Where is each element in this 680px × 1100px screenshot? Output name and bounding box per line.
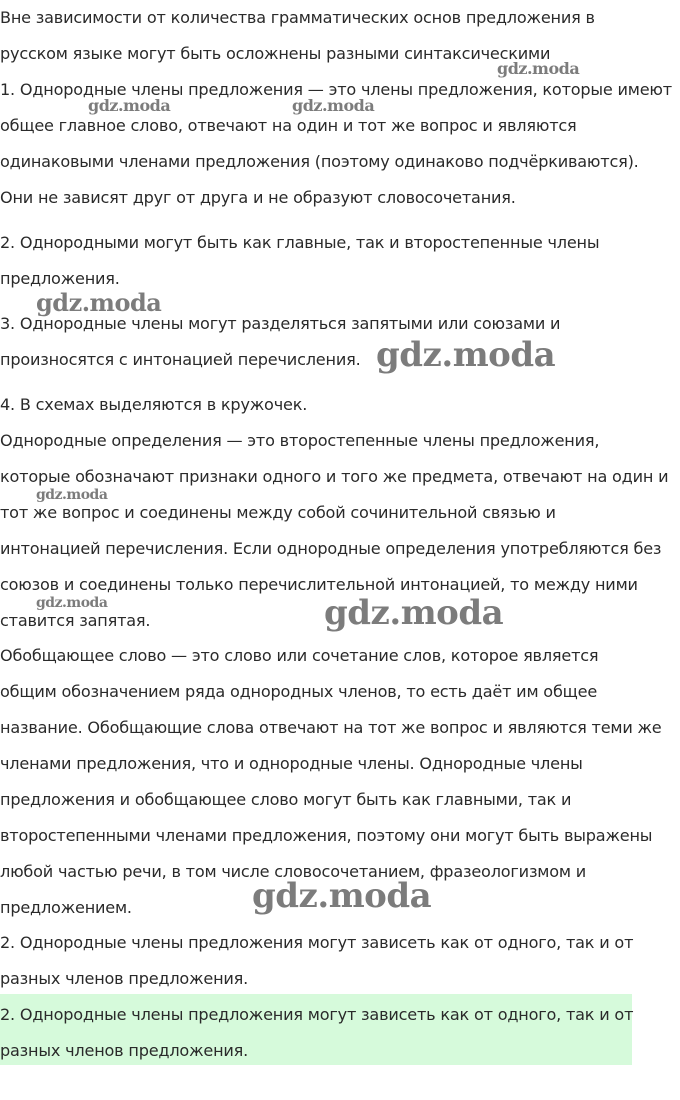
- text-line: общим обозначением ряда однородных членов, то есть даёт им общее: [0, 682, 598, 701]
- text-line: разных членов предложения.: [0, 969, 249, 988]
- text-line: членами предложения, что и однородные члены. Однородные члены: [0, 754, 583, 773]
- text-line: Обобщающее слово — это слово или сочетание слов, которое является: [0, 646, 599, 665]
- watermark: gdz.moda: [36, 487, 108, 503]
- text-line: Вне зависимости от количества грамматических основ предложения в: [0, 8, 595, 27]
- text-line: тот же вопрос и соединены между собой сочинительной связью и: [0, 503, 556, 522]
- text-line: разных членов предложения.: [0, 1041, 249, 1060]
- text-line: 2. Однородные члены предложения могут зависеть как от одного, так и от: [0, 933, 634, 952]
- watermark: gdz.moda: [376, 335, 556, 375]
- text-line: 2. Однородные члены предложения могут зависеть как от одного, так и от: [0, 1005, 634, 1024]
- text-line: предложением.: [0, 898, 132, 917]
- text-line: название. Обобщающие слова отвечают на тот же вопрос и являются теми же: [0, 718, 662, 737]
- text-line: общее главное слово, отвечают на один и тот же вопрос и являются: [0, 116, 577, 135]
- text-line: которые обозначают признаки одного и того же предмета, отвечают на один и: [0, 467, 669, 486]
- watermark: gdz.moda: [88, 96, 171, 115]
- text-line: предложения.: [0, 269, 120, 288]
- watermark: gdz.moda: [252, 876, 432, 916]
- text-line: одинаковыми членами предложения (поэтому одинаково подчёркиваются).: [0, 152, 639, 171]
- text-line: ставится запятая.: [0, 611, 151, 630]
- text-line: предложения и обобщающее слово могут быть как главными, так и: [0, 790, 572, 809]
- watermark: gdz.moda: [497, 59, 580, 78]
- text-line: Однородные определения — это второстепенные члены предложения,: [0, 431, 600, 450]
- text-line: 1. Однородные члены предложения — это члены предложения, которые имеют: [0, 80, 672, 99]
- watermark: gdz.moda: [324, 593, 504, 633]
- watermark: gdz.moda: [292, 96, 375, 115]
- text-line: русском языке могут быть осложнены разными синтаксическими: [0, 44, 551, 63]
- text-line: произносятся с интонацией перечисления.: [0, 350, 361, 369]
- text-line: 4. В схемах выделяются в кружочек.: [0, 395, 308, 414]
- text-line: Они не зависят друг от друга и не образуют словосочетания.: [0, 188, 516, 207]
- watermark: gdz.moda: [36, 288, 162, 317]
- text-line: второстепенными членами предложения, поэтому они могут быть выражены: [0, 826, 653, 845]
- text-line: интонацией перечисления. Если однородные определения употребляются без: [0, 539, 662, 558]
- text-line: 3. Однородные члены могут разделяться запятыми или союзами и: [0, 314, 561, 333]
- watermark: gdz.moda: [36, 595, 108, 611]
- text-line: любой частью речи, в том числе словосочетанием, фразеологизмом и: [0, 862, 587, 881]
- text-line: 2. Однородными могут быть как главные, так и второстепенные члены: [0, 233, 600, 252]
- text-line: союзов и соединены только перечислительной интонацией, то между ними: [0, 575, 638, 594]
